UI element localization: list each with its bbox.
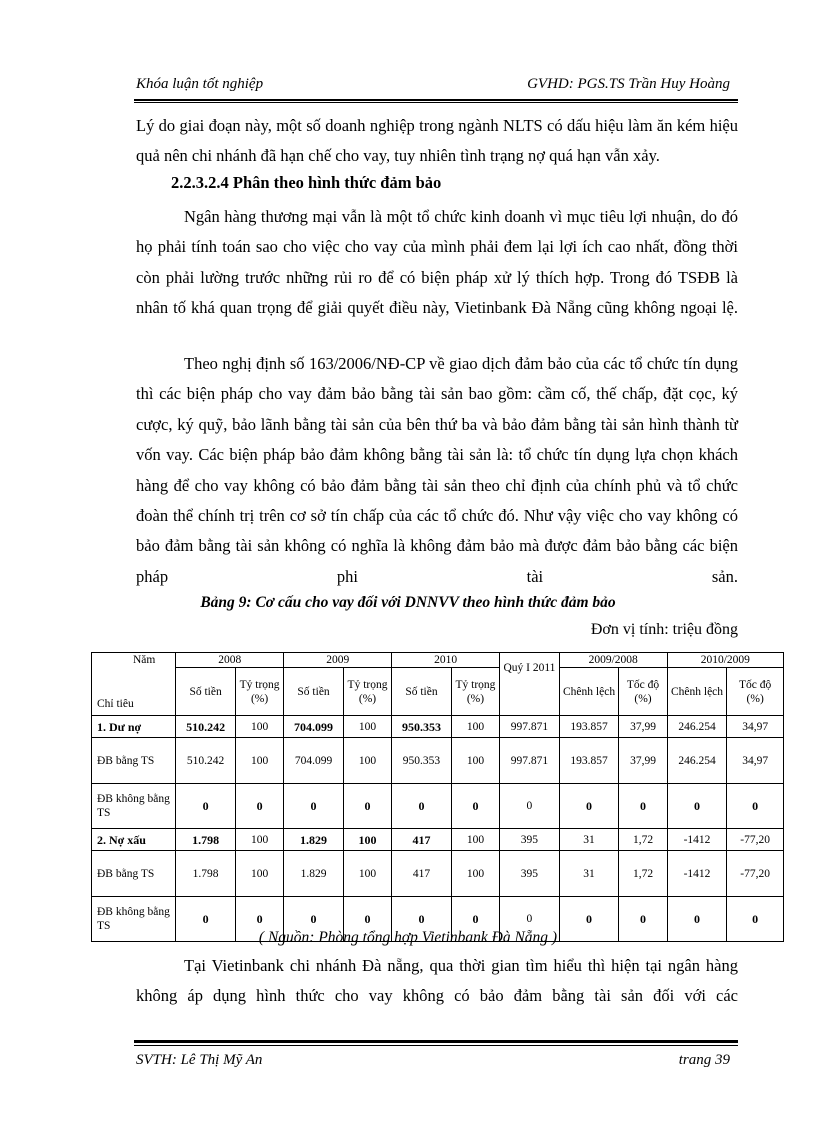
table-cell: 0 (392, 897, 452, 942)
row-label: ĐB bằng TS (92, 851, 176, 897)
table-cell: -1412 (667, 851, 727, 897)
table-cell: 0 (727, 897, 784, 942)
header-diff-2010-2009: 2010/2009 (667, 653, 783, 668)
corner-year-label: Năm (132, 654, 156, 666)
table-cell: 31 (559, 829, 619, 851)
table-cell: 1.798 (176, 829, 236, 851)
table-cell: 193.857 (559, 716, 619, 738)
header-amount-2009: Số tiền (284, 668, 344, 716)
table-cell: 950.353 (392, 716, 452, 738)
table-body (92, 716, 784, 942)
table-row (92, 784, 784, 829)
footer-rule-thin (134, 1045, 738, 1046)
table-cell: 1,72 (619, 829, 667, 851)
page-header (134, 76, 730, 96)
table-cell: 417 (392, 829, 452, 851)
header-quarter: Quý I 2011 (500, 653, 560, 716)
table-cell: 100 (451, 738, 499, 784)
table-cell: 100 (343, 829, 391, 851)
table-cell: 0 (667, 897, 727, 942)
table-cell: 0 (176, 897, 236, 942)
corner-indicator-label: Chỉ tiêu (97, 698, 134, 710)
header-year-2010: 2010 (392, 653, 500, 668)
table-cell: 0 (392, 784, 452, 829)
table-corner-cell (92, 653, 176, 716)
header-share-2008: Tỷ trọng (%) (235, 668, 283, 716)
table-row (92, 738, 784, 784)
table-cell: 100 (343, 851, 391, 897)
header-share-2010: Tỷ trọng (%) (451, 668, 499, 716)
table-cell: 950.353 (392, 738, 452, 784)
table-cell: 0 (284, 784, 344, 829)
table-cell: 31 (559, 851, 619, 897)
table-cell: 100 (235, 716, 283, 738)
unit-note: Đơn vị tính: triệu đồng (590, 621, 738, 638)
collateral-table (91, 652, 784, 942)
table-cell: 0 (559, 784, 619, 829)
row-label: 1. Dư nợ (92, 716, 176, 738)
header-rate-2: Tốc độ (%) (727, 668, 784, 716)
table-cell: 246.254 (667, 738, 727, 784)
page-footer (134, 1052, 730, 1072)
paragraph-decree: Theo nghị định số 163/2006/NĐ-CP về giao dịch đảm bảo của các tổ chức tín dụng thì các biện pháp cho vay đảm bảo bằng tài sản bao gồm: cầm cố, thế chấp, đặt cọc, ký cược, ký quỹ, bảo lãnh bằng tài sản của bên thứ ba và bảo đảm bằng tài sản hình thành từ vốn vay. Các biện pháp bảo đảm không bằng tài sản là: tổ chức tín dụng lựa chọn khách hàng để cho vay không có bảo đảm bằng tài sản theo chỉ định của chính phủ và tổ chức đoàn thể chính trị trên cơ sở tín chấp của các tổ chức đó. Như vậy việc cho vay không có bảo đảm bằng tài sản không có nghĩa là không đảm bảo mà được đảm bảo bằng các biện pháp phi tài sản. (136, 354, 738, 586)
table-cell: 0 (451, 897, 499, 942)
table-cell: 417 (392, 851, 452, 897)
header-share-2009: Tỷ trọng (%) (343, 668, 391, 716)
table-cell: 1.829 (284, 851, 344, 897)
table-cell: 395 (500, 851, 560, 897)
table-cell: -1412 (667, 829, 727, 851)
table-cell: 37,99 (619, 738, 667, 784)
table-cell: 100 (451, 829, 499, 851)
table-cell: 100 (343, 716, 391, 738)
section-heading: 2.2.3.2.4 Phân theo hình thức đảm bảo (171, 173, 442, 192)
table-cell: 704.099 (284, 738, 344, 784)
header-supervisor: GVHD: PGS.TS Trần Huy Hoàng (527, 76, 730, 92)
paragraph-conclusion (136, 951, 738, 1012)
table-cell: 246.254 (667, 716, 727, 738)
header-diff-2009-2008: 2009/2008 (559, 653, 667, 668)
row-label: 2. Nợ xấu (92, 829, 176, 851)
header-diff-1: Chênh lệch (559, 668, 619, 716)
header-amount-2008: Số tiền (176, 668, 236, 716)
table-cell: 193.857 (559, 738, 619, 784)
footer-author: SVTH: Lê Thị Mỹ An (136, 1052, 263, 1068)
row-label: ĐB không bằng TS (92, 897, 176, 942)
table-cell: 0 (500, 784, 560, 829)
table-row (92, 851, 784, 897)
table-cell: 510.242 (176, 738, 236, 784)
row-label: ĐB bằng TS (92, 738, 176, 784)
table-caption: Bảng 9: Cơ cấu cho vay đối với DNNVV theo hình thức đảm bảo (200, 594, 616, 611)
table-cell: 0 (176, 784, 236, 829)
table-cell: 1.798 (176, 851, 236, 897)
table-cell: 100 (235, 851, 283, 897)
table-cell: 0 (284, 897, 344, 942)
paragraph-conclusion-text: Tại Vietinbank chi nhánh Đà nẵng, qua thời gian tìm hiểu thì hiện tại ngân hàng không áp dụng hình thức cho vay không có bảo đảm bằng tài sản đối với các (136, 956, 738, 1006)
table-cell: 0 (727, 784, 784, 829)
paragraph-collateral: Ngân hàng thương mại vẫn là một tổ chức kinh doanh vì mục tiêu lợi nhuận, do đó họ phải tính toán sao cho việc cho vay của mình phải đem lại lợi ích cao nhất, đồng thời còn phải lường trước những rủi ro để có biện pháp xử lý thích hợp. Trong đó TSĐB là nhân tố khá quan trọng để giải quyết điều này, Vietinbank Đà Nẵng cũng không ngoại lệ. (136, 207, 738, 318)
table-cell: 0 (451, 784, 499, 829)
table-cell: 997.871 (500, 738, 560, 784)
table-cell: 34,97 (727, 738, 784, 784)
footer-page-number: trang 39 (678, 1052, 730, 1068)
header-diff-2: Chênh lệch (667, 668, 727, 716)
table-cell: 100 (451, 716, 499, 738)
header-year-2009: 2009 (284, 653, 392, 668)
table-cell: 100 (235, 829, 283, 851)
paragraph-intro: Lý do giai đoạn này, một số doanh nghiệp trong ngành NLTS có dấu hiệu làm ăn kém hiệu quả nên chi nhánh đã hạn chế cho vay, tuy nhiên tình trạng nợ quá hạn vẫn xảy. (136, 116, 738, 166)
table-row (92, 716, 784, 738)
table-cell: 100 (451, 851, 499, 897)
table-cell: 0 (500, 897, 560, 942)
header-thesis-label: Khóa luận tốt nghiệp (136, 76, 264, 92)
table-cell: 0 (343, 897, 391, 942)
table-cell: 100 (343, 738, 391, 784)
table-cell: 37,99 (619, 716, 667, 738)
header-rule-thin (134, 102, 738, 103)
table-cell: 1,72 (619, 851, 667, 897)
table-cell: -77,20 (727, 829, 784, 851)
table-source: ( Nguồn: Phòng tổng hợp Vietinbank Đà Nẵng ) (258, 929, 558, 946)
header-year-2008: 2008 (176, 653, 284, 668)
table-cell: 0 (619, 897, 667, 942)
table-cell: 100 (235, 738, 283, 784)
table-cell: 510.242 (176, 716, 236, 738)
table-row (92, 829, 784, 851)
table-cell: 0 (343, 784, 391, 829)
table-cell: -77,20 (727, 851, 784, 897)
table-cell: 0 (619, 784, 667, 829)
row-label: ĐB không bằng TS (92, 784, 176, 829)
table-cell: 1.829 (284, 829, 344, 851)
header-rule (134, 99, 738, 101)
table-cell: 34,97 (727, 716, 784, 738)
table-cell: 0 (235, 784, 283, 829)
footer-rule (134, 1040, 738, 1043)
table-cell: 0 (235, 897, 283, 942)
table-cell: 704.099 (284, 716, 344, 738)
header-amount-2010: Số tiền (392, 668, 452, 716)
table-cell: 997.871 (500, 716, 560, 738)
header-rate-1: Tốc độ (%) (619, 668, 667, 716)
table-cell: 395 (500, 829, 560, 851)
table-cell: 0 (667, 784, 727, 829)
table-cell: 0 (559, 897, 619, 942)
